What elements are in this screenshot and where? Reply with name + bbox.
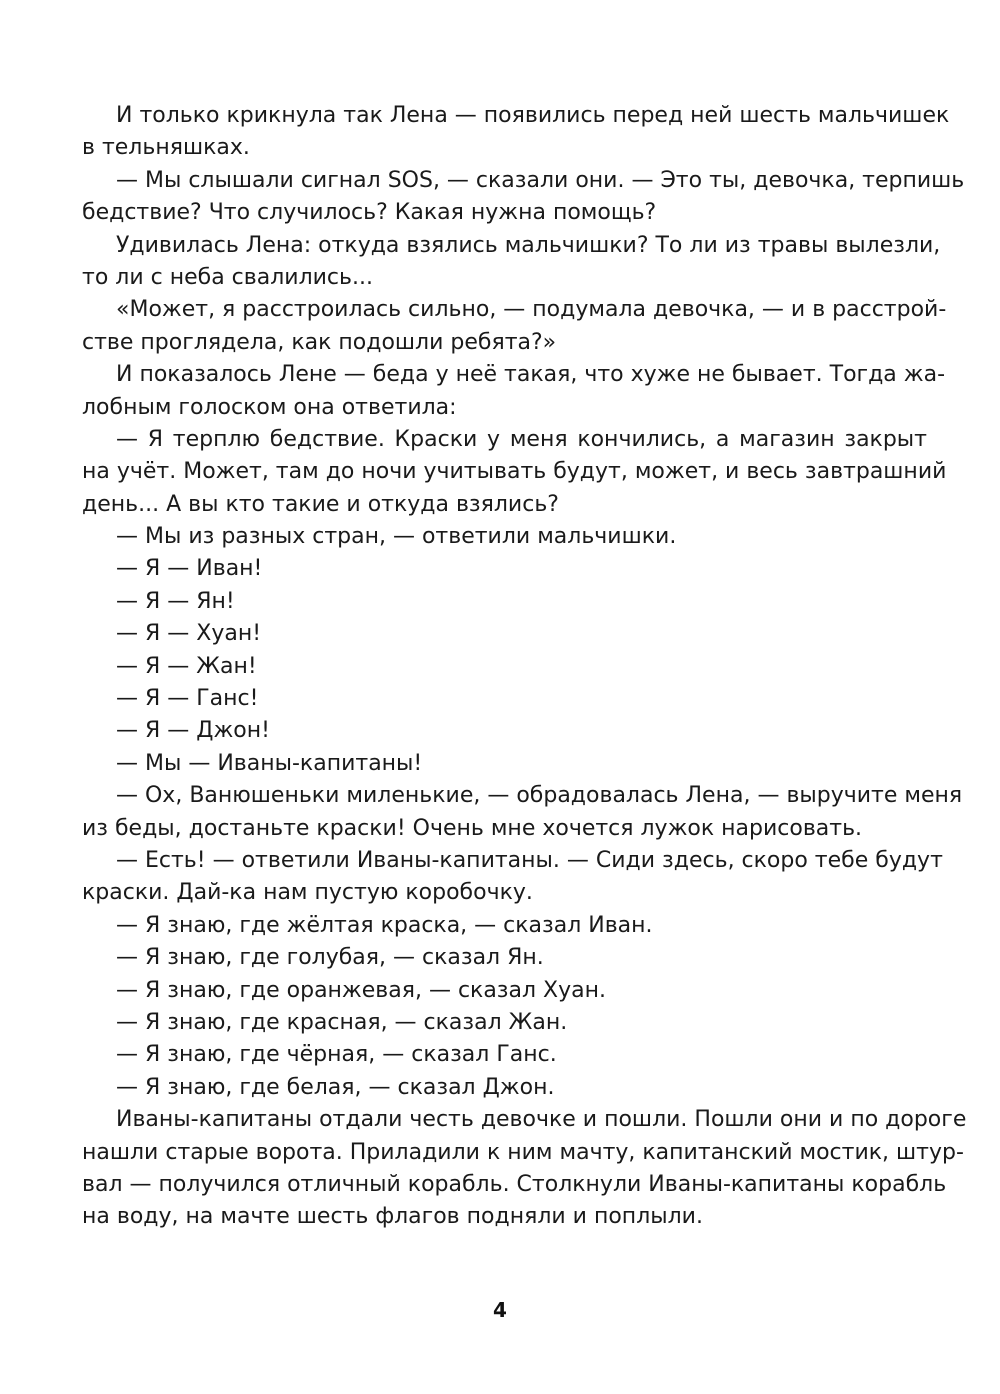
text-line: — Я знаю, где жёлтая краска, — сказал Иван. [116,912,653,938]
text-line: нашли старые ворота. Приладили к ним мачту, капитанский мостик, штур- [82,1139,964,1165]
text-line: — Я — Иван! [116,556,263,582]
text-line: бедствие? Что случилось? Какая нужна помощь? [82,200,657,226]
text-line: краски. Дай-ка нам пустую коробочку. [82,880,533,906]
text-line: на воду, на мачте шесть флагов подняли и поплыли. [82,1204,703,1230]
text-line: то ли с неба свалились... [82,264,373,290]
text-line: И показалось Лене — беда у неё такая, что хуже не бывает. Тогда жа- [116,362,946,388]
text-line: — Ох, Ванюшеньки миленькие, — обрадовалась Лена, — выручите меня [116,783,963,809]
text-line: Иваны-капитаны отдали честь девочке и пошли. Пошли они и по дороге [116,1107,967,1133]
text-line: — Я — Ян! [116,588,235,614]
text-line: И только крикнула так Лена — появились перед ней шесть мальчишек [116,103,950,128]
text-line: — Я — Хуан! [116,621,262,647]
text-line: — Есть! — ответили Иваны-капитаны. — Сиди здесь, скоро тебе будут [116,847,943,873]
text-line: день... А вы кто такие и откуда взялись? [82,491,559,517]
text-line: — Я — Ганс! [116,686,259,712]
text-line: вал — получился отличный корабль. Столкнули Иваны-капитаны корабль [82,1171,947,1197]
text-line: на учёт. Может, там до ночи учитывать будут, может, и весь завтрашний [82,459,947,485]
text-line: — Я знаю, где оранжевая, — сказал Хуан. [116,977,606,1003]
text-line: — Мы — Иваны-капитаны! [116,750,423,776]
story-text [82,100,967,1234]
text-line: — Я терплю бедствие. Краски у меня кончились, а магазин закрыт [116,426,927,452]
text-line: — Я знаю, где чёрная, — сказал Ганс. [116,1042,557,1068]
text-line: в тельняшках. [82,135,250,161]
text-line: лобным голоском она ответила: [82,394,457,420]
text-line: «Может, я расстроилась сильно, — подумала девочка, — и в расстрой- [116,297,947,323]
page-number: 4 [493,1298,507,1322]
text-line: Удивилась Лена: откуда взялись мальчишки? То ли из травы вылезли, [116,232,941,258]
text-line: — Я знаю, где белая, — сказал Джон. [116,1074,555,1100]
text-line: — Я — Джон! [116,718,270,744]
text-line: — Я — Жан! [116,653,257,679]
text-line: — Я знаю, где красная, — сказал Жан. [116,1009,568,1035]
text-line: — Мы слышали сигнал SOS, — сказали они. — Это ты, девочка, терпишь [116,167,965,193]
text-line: — Я знаю, где голубая, — сказал Ян. [116,945,544,971]
text-line: из беды, достаньте краски! Очень мне хочется лужок нарисовать. [82,815,863,841]
text-line: стве проглядела, как подошли ребята?» [82,329,557,355]
text-line: — Мы из разных стран, — ответили мальчишки. [116,524,677,550]
